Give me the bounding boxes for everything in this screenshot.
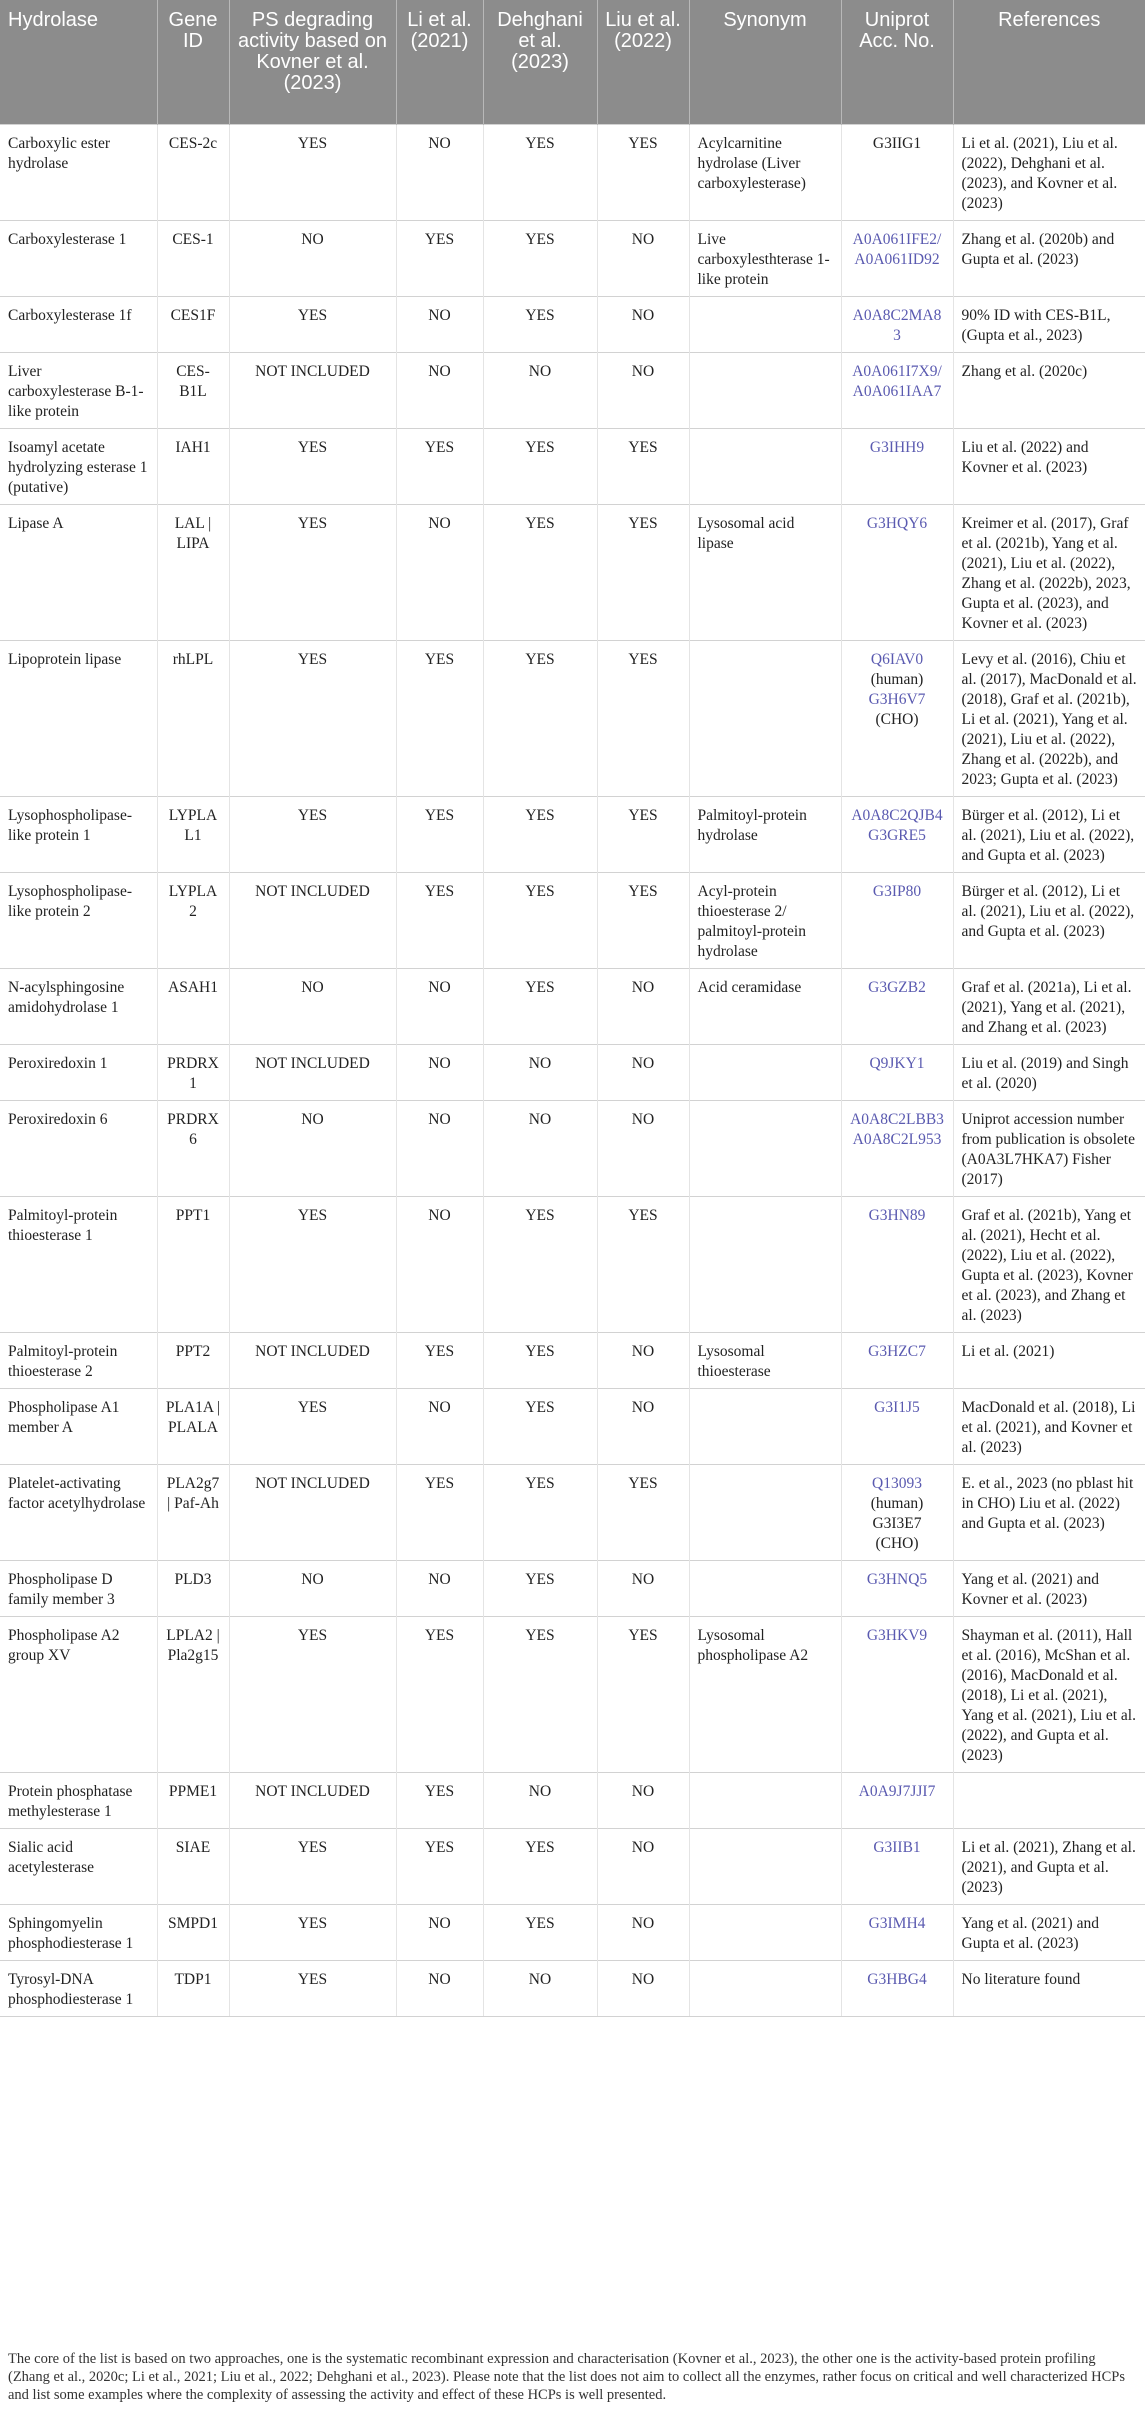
cell-li-2021: NO <box>396 1560 483 1616</box>
header-liu-2022: Liu et al. (2022) <box>597 0 689 124</box>
cell-gene-id: PLA1A | PLALA <box>157 1388 229 1464</box>
cell-synonym <box>689 428 841 504</box>
cell-li-2021: NO <box>396 1044 483 1100</box>
header-synonym: Synonym <box>689 0 841 124</box>
cell-liu-2022: YES <box>597 1616 689 1772</box>
cell-synonym <box>689 1044 841 1100</box>
cell-synonym <box>689 1196 841 1332</box>
cell-dehghani-2023: YES <box>483 1464 597 1560</box>
uniprot-note: (CHO) <box>875 710 919 728</box>
cell-liu-2022: NO <box>597 352 689 428</box>
cell-gene-id: PPT2 <box>157 1332 229 1388</box>
table-row <box>0 1044 1145 1100</box>
cell-ps-activity: NO <box>229 1100 396 1196</box>
cell-li-2021: YES <box>396 1464 483 1560</box>
cell-hydrolase: Phospholipase D family member 3 <box>0 1560 157 1616</box>
uniprot-link[interactable]: A0A8C2MA83 <box>852 306 942 344</box>
cell-liu-2022: YES <box>597 428 689 504</box>
cell-dehghani-2023: YES <box>483 872 597 968</box>
table-body <box>0 124 1145 2016</box>
cell-ps-activity: NO <box>229 968 396 1044</box>
cell-references: Yang et al. (2021) and Kovner et al. (2023) <box>953 1560 1145 1616</box>
cell-references: Yang et al. (2021) and Gupta et al. (2023) <box>953 1904 1145 1960</box>
cell-li-2021: YES <box>396 428 483 504</box>
cell-hydrolase: Sialic acid acetylesterase <box>0 1828 157 1904</box>
cell-hydrolase: Lipoprotein lipase <box>0 640 157 796</box>
uniprot-link[interactable]: G3HKV9 <box>866 1626 928 1644</box>
cell-liu-2022: YES <box>597 1196 689 1332</box>
cell-hydrolase: Peroxiredoxin 1 <box>0 1044 157 1100</box>
uniprot-note: (human) <box>870 670 924 688</box>
cell-uniprot <box>841 1100 953 1196</box>
cell-ps-activity: YES <box>229 1828 396 1904</box>
cell-ps-activity: YES <box>229 1616 396 1772</box>
cell-uniprot <box>841 1388 953 1464</box>
uniprot-link[interactable]: A0A061IFE2/ <box>852 230 942 248</box>
table-row <box>0 1904 1145 1960</box>
cell-dehghani-2023: YES <box>483 1332 597 1388</box>
cell-references: Uniprot accession number from publication is obsolete (A0A3L7HKA7) Fisher (2017) <box>953 1100 1145 1196</box>
cell-synonym <box>689 640 841 796</box>
cell-synonym: Lysosomal acid lipase <box>689 504 841 640</box>
cell-hydrolase: N-acylsphingosine amidohydrolase 1 <box>0 968 157 1044</box>
cell-dehghani-2023: YES <box>483 1196 597 1332</box>
cell-references: Li et al. (2021) <box>953 1332 1145 1388</box>
cell-hydrolase: Platelet-activating factor acetylhydrolase <box>0 1464 157 1560</box>
cell-gene-id: IAH1 <box>157 428 229 504</box>
cell-liu-2022: NO <box>597 1100 689 1196</box>
cell-uniprot <box>841 296 953 352</box>
table-row <box>0 1332 1145 1388</box>
cell-synonym: Lysosomal phospholipase A2 <box>689 1616 841 1772</box>
cell-references: 90% ID with CES-B1L, (Gupta et al., 2023) <box>953 296 1145 352</box>
uniprot-link[interactable]: Q6IAV0 <box>870 650 924 668</box>
uniprot-link[interactable]: G3IHH9 <box>869 438 925 456</box>
cell-hydrolase: Palmitoyl-protein thioesterase 2 <box>0 1332 157 1388</box>
cell-dehghani-2023: YES <box>483 428 597 504</box>
cell-references: Graf et al. (2021a), Li et al. (2021), Yang et al. (2021), and Zhang et al. (2023) <box>953 968 1145 1044</box>
cell-liu-2022: YES <box>597 124 689 220</box>
cell-hydrolase: Palmitoyl-protein thioesterase 1 <box>0 1196 157 1332</box>
cell-hydrolase: Carboxylic ester hydrolase <box>0 124 157 220</box>
cell-references: E. et al., 2023 (no pblast hit in CHO) Liu et al. (2022) and Gupta et al. (2023) <box>953 1464 1145 1560</box>
cell-gene-id: CES-1 <box>157 220 229 296</box>
uniprot-link[interactable]: G3HN89 <box>868 1206 926 1224</box>
cell-dehghani-2023: YES <box>483 504 597 640</box>
cell-synonym <box>689 296 841 352</box>
cell-gene-id: ASAH1 <box>157 968 229 1044</box>
uniprot-link[interactable]: G3IIB1 <box>873 1838 921 1856</box>
cell-liu-2022: NO <box>597 1772 689 1828</box>
cell-li-2021: YES <box>396 1616 483 1772</box>
cell-uniprot <box>841 872 953 968</box>
cell-liu-2022: NO <box>597 220 689 296</box>
cell-gene-id: LYPLAL1 <box>157 796 229 872</box>
cell-li-2021: NO <box>396 296 483 352</box>
cell-li-2021: NO <box>396 1196 483 1332</box>
uniprot-note: G3IIG1 <box>872 134 922 152</box>
cell-ps-activity: NOT INCLUDED <box>229 1332 396 1388</box>
uniprot-link[interactable]: A0A8C2QJB4 <box>851 806 943 824</box>
cell-uniprot <box>841 796 953 872</box>
cell-hydrolase: Phospholipase A1 member A <box>0 1388 157 1464</box>
table-row <box>0 1960 1145 2016</box>
header-gene-id: Gene ID <box>157 0 229 124</box>
table-row <box>0 220 1145 296</box>
cell-liu-2022: NO <box>597 1560 689 1616</box>
cell-ps-activity: YES <box>229 504 396 640</box>
cell-li-2021: YES <box>396 640 483 796</box>
uniprot-link[interactable]: A0A061IAA7 <box>852 382 942 400</box>
cell-liu-2022: NO <box>597 1904 689 1960</box>
cell-hydrolase: Isoamyl acetate hydrolyzing esterase 1 (putative) <box>0 428 157 504</box>
cell-synonym <box>689 1904 841 1960</box>
header-li-2021: Li et al. (2021) <box>396 0 483 124</box>
cell-synonym: Live carboxylesthterase 1-like protein <box>689 220 841 296</box>
cell-ps-activity: YES <box>229 1960 396 2016</box>
cell-dehghani-2023: NO <box>483 1044 597 1100</box>
uniprot-note: (human) <box>870 1494 924 1512</box>
cell-references: Bürger et al. (2012), Li et al. (2021), Liu et al. (2022), and Gupta et al. (2023) <box>953 872 1145 968</box>
cell-uniprot <box>841 504 953 640</box>
cell-synonym <box>689 1960 841 2016</box>
cell-uniprot <box>841 1960 953 2016</box>
uniprot-link[interactable]: G3HNQ5 <box>866 1570 928 1588</box>
cell-liu-2022: YES <box>597 872 689 968</box>
cell-references: Zhang et al. (2020b) and Gupta et al. (2023) <box>953 220 1145 296</box>
cell-li-2021: YES <box>396 872 483 968</box>
cell-references: Bürger et al. (2012), Li et al. (2021), Liu et al. (2022), and Gupta et al. (2023) <box>953 796 1145 872</box>
cell-references: Graf et al. (2021b), Yang et al. (2021), Hecht et al. (2022), Liu et al. (2022), Gupta et al. (2023), Kovner et al. (2023), and Zhang et al. (2023) <box>953 1196 1145 1332</box>
cell-li-2021: NO <box>396 504 483 640</box>
cell-synonym <box>689 1828 841 1904</box>
uniprot-link[interactable]: G3GZB2 <box>868 978 926 996</box>
cell-ps-activity: YES <box>229 1196 396 1332</box>
table-row <box>0 968 1145 1044</box>
cell-li-2021: NO <box>396 1388 483 1464</box>
cell-uniprot <box>841 1904 953 1960</box>
cell-gene-id: SIAE <box>157 1828 229 1904</box>
cell-ps-activity: YES <box>229 124 396 220</box>
cell-ps-activity: YES <box>229 640 396 796</box>
uniprot-link[interactable]: A0A8C2LBB3 <box>850 1110 944 1128</box>
cell-dehghani-2023: YES <box>483 1904 597 1960</box>
cell-dehghani-2023: YES <box>483 124 597 220</box>
cell-gene-id: SMPD1 <box>157 1904 229 1960</box>
uniprot-link[interactable]: A0A8C2L953 <box>852 1130 942 1148</box>
cell-ps-activity: NOT INCLUDED <box>229 1044 396 1100</box>
uniprot-link[interactable]: G3HQY6 <box>866 514 928 532</box>
uniprot-link[interactable]: G3GRE5 <box>868 826 926 844</box>
cell-references: Liu et al. (2019) and Singh et al. (2020) <box>953 1044 1145 1100</box>
cell-ps-activity: YES <box>229 296 396 352</box>
cell-dehghani-2023: YES <box>483 796 597 872</box>
cell-gene-id: PRDRX1 <box>157 1044 229 1100</box>
header-uniprot: Uniprot Acc. No. <box>841 0 953 124</box>
cell-hydrolase: Carboxylesterase 1f <box>0 296 157 352</box>
cell-ps-activity: NO <box>229 1560 396 1616</box>
cell-li-2021: NO <box>396 124 483 220</box>
cell-li-2021: NO <box>396 1960 483 2016</box>
cell-dehghani-2023: YES <box>483 1388 597 1464</box>
cell-hydrolase: Lipase A <box>0 504 157 640</box>
cell-li-2021: NO <box>396 1904 483 1960</box>
uniprot-link[interactable]: A0A061ID92 <box>854 250 940 268</box>
cell-references: Kreimer et al. (2017), Graf et al. (2021b), Yang et al. (2021), Liu et al. (2022), Zhang et al. (2022b), 2023, Gupta et al. (2023), and Kovner et al. (2023) <box>953 504 1145 640</box>
table-row <box>0 296 1145 352</box>
cell-gene-id: PLD3 <box>157 1560 229 1616</box>
cell-ps-activity: YES <box>229 1388 396 1464</box>
cell-li-2021: NO <box>396 968 483 1044</box>
cell-liu-2022: YES <box>597 796 689 872</box>
cell-hydrolase: Sphingomyelin phosphodiesterase 1 <box>0 1904 157 1960</box>
uniprot-link[interactable]: G3IP80 <box>872 882 922 900</box>
uniprot-link[interactable]: Q9JKY1 <box>869 1054 925 1072</box>
cell-references <box>953 1772 1145 1828</box>
table-row <box>0 1100 1145 1196</box>
cell-uniprot <box>841 640 953 796</box>
cell-gene-id: rhLPL <box>157 640 229 796</box>
table-row <box>0 504 1145 640</box>
cell-ps-activity: NOT INCLUDED <box>229 872 396 968</box>
cell-uniprot <box>841 1772 953 1828</box>
uniprot-link[interactable]: G3HBG4 <box>867 1970 927 1988</box>
cell-dehghani-2023: YES <box>483 1616 597 1772</box>
cell-liu-2022: NO <box>597 1828 689 1904</box>
cell-liu-2022: NO <box>597 968 689 1044</box>
cell-synonym <box>689 1464 841 1560</box>
cell-hydrolase: Liver carboxylesterase B-1-like protein <box>0 352 157 428</box>
cell-ps-activity: NOT INCLUDED <box>229 352 396 428</box>
cell-uniprot <box>841 1616 953 1772</box>
cell-synonym: Palmitoyl-protein hydrolase <box>689 796 841 872</box>
cell-gene-id: TDP1 <box>157 1960 229 2016</box>
cell-dehghani-2023: YES <box>483 220 597 296</box>
cell-li-2021: NO <box>396 1100 483 1196</box>
cell-uniprot <box>841 1560 953 1616</box>
cell-dehghani-2023: YES <box>483 296 597 352</box>
uniprot-note: G3I3E7 (CHO) <box>872 1514 922 1552</box>
cell-synonym <box>689 1100 841 1196</box>
cell-uniprot <box>841 352 953 428</box>
cell-gene-id: PPME1 <box>157 1772 229 1828</box>
cell-hydrolase: Carboxylesterase 1 <box>0 220 157 296</box>
cell-references: Li et al. (2021), Zhang et al. (2021), and Gupta et al. (2023) <box>953 1828 1145 1904</box>
table-row <box>0 1388 1145 1464</box>
table-row <box>0 1196 1145 1332</box>
cell-dehghani-2023: NO <box>483 1772 597 1828</box>
uniprot-link[interactable]: A0A061I7X9/ <box>852 362 942 380</box>
cell-uniprot <box>841 1196 953 1332</box>
cell-synonym: Acylcarnitine hydrolase (Liver carboxylesterase) <box>689 124 841 220</box>
cell-uniprot <box>841 1828 953 1904</box>
cell-uniprot <box>841 428 953 504</box>
cell-gene-id: CES-2c <box>157 124 229 220</box>
cell-dehghani-2023: YES <box>483 640 597 796</box>
cell-synonym <box>689 1772 841 1828</box>
cell-synonym <box>689 1388 841 1464</box>
uniprot-link[interactable]: G3HZC7 <box>868 1342 926 1360</box>
cell-gene-id: CES1F <box>157 296 229 352</box>
cell-liu-2022: NO <box>597 1044 689 1100</box>
cell-ps-activity: NOT INCLUDED <box>229 1772 396 1828</box>
cell-uniprot <box>841 124 953 220</box>
cell-synonym <box>689 352 841 428</box>
table-row <box>0 352 1145 428</box>
cell-ps-activity: YES <box>229 1904 396 1960</box>
cell-liu-2022: NO <box>597 1388 689 1464</box>
cell-hydrolase: Protein phosphatase methylesterase 1 <box>0 1772 157 1828</box>
cell-ps-activity: NO <box>229 220 396 296</box>
cell-hydrolase: Tyrosyl-DNA phosphodiesterase 1 <box>0 1960 157 2016</box>
cell-uniprot <box>841 220 953 296</box>
uniprot-link[interactable]: G3IMH4 <box>868 1914 926 1932</box>
cell-li-2021: YES <box>396 220 483 296</box>
cell-references: Shayman et al. (2011), Hall et al. (2016), McShan et al. (2016), MacDonald et al. (2018), Li et al. (2021), Yang et al. (2021), Liu et al. (2022), and Gupta et al. (2023) <box>953 1616 1145 1772</box>
uniprot-link[interactable]: Q13093 <box>872 1474 922 1492</box>
table-row <box>0 872 1145 968</box>
cell-dehghani-2023: YES <box>483 1828 597 1904</box>
table-row <box>0 1828 1145 1904</box>
cell-gene-id: PPT1 <box>157 1196 229 1332</box>
cell-gene-id: PRDRX6 <box>157 1100 229 1196</box>
table-row <box>0 1464 1145 1560</box>
cell-references: Liu et al. (2022) and Kovner et al. (2023) <box>953 428 1145 504</box>
uniprot-link[interactable]: G3H6V7 <box>868 690 926 708</box>
cell-uniprot <box>841 1464 953 1560</box>
table-row <box>0 1772 1145 1828</box>
cell-uniprot <box>841 1044 953 1100</box>
cell-references: Li et al. (2021), Liu et al. (2022), Dehghani et al. (2023), and Kovner et al. (2023) <box>953 124 1145 220</box>
cell-gene-id: LPLA2 | Pla2g15 <box>157 1616 229 1772</box>
cell-liu-2022: YES <box>597 1464 689 1560</box>
cell-dehghani-2023: NO <box>483 1960 597 2016</box>
cell-uniprot <box>841 1332 953 1388</box>
table-row <box>0 1560 1145 1616</box>
header-dehghani-2023: Dehghani et al. (2023) <box>483 0 597 124</box>
cell-hydrolase: Lysophospholipase-like protein 2 <box>0 872 157 968</box>
cell-ps-activity: YES <box>229 796 396 872</box>
cell-ps-activity: YES <box>229 428 396 504</box>
cell-dehghani-2023: NO <box>483 1100 597 1196</box>
cell-dehghani-2023: YES <box>483 968 597 1044</box>
cell-synonym: Acyl-protein thioesterase 2/ palmitoyl-protein hydrolase <box>689 872 841 968</box>
cell-li-2021: YES <box>396 1772 483 1828</box>
table-row <box>0 428 1145 504</box>
cell-li-2021: NO <box>396 352 483 428</box>
cell-dehghani-2023: YES <box>483 1560 597 1616</box>
cell-uniprot <box>841 968 953 1044</box>
cell-gene-id: PLA2g7 | Paf-Ah <box>157 1464 229 1560</box>
header-ps-degrading: PS degrading activity based on Kovner et al. (2023) <box>229 0 396 124</box>
cell-references: MacDonald et al. (2018), Li et al. (2021), and Kovner et al. (2023) <box>953 1388 1145 1464</box>
cell-hydrolase: Phospholipase A2 group XV <box>0 1616 157 1772</box>
cell-references: No literature found <box>953 1960 1145 2016</box>
header-references: References <box>953 0 1145 124</box>
cell-dehghani-2023: NO <box>483 352 597 428</box>
cell-ps-activity: NOT INCLUDED <box>229 1464 396 1560</box>
cell-liu-2022: YES <box>597 504 689 640</box>
header-row <box>0 0 1145 124</box>
cell-liu-2022: NO <box>597 1960 689 2016</box>
cell-synonym <box>689 1560 841 1616</box>
cell-synonym: Lysosomal thioesterase <box>689 1332 841 1388</box>
cell-gene-id: LAL | LIPA <box>157 504 229 640</box>
table-row <box>0 124 1145 220</box>
cell-gene-id: CES-B1L <box>157 352 229 428</box>
cell-liu-2022: NO <box>597 1332 689 1388</box>
table-row <box>0 796 1145 872</box>
cell-gene-id: LYPLA2 <box>157 872 229 968</box>
cell-liu-2022: NO <box>597 296 689 352</box>
cell-li-2021: YES <box>396 1332 483 1388</box>
cell-li-2021: YES <box>396 796 483 872</box>
table-row <box>0 1616 1145 1772</box>
cell-hydrolase: Lysophospholipase-like protein 1 <box>0 796 157 872</box>
header-hydrolase: Hydrolase <box>0 0 157 124</box>
cell-references: Levy et al. (2016), Chiu et al. (2017), MacDonald et al. (2018), Graf et al. (2021b), Li et al. (2021), Yang et al. (2021), Liu et al. (2022), Zhang et al. (2022b), and 2023; Gupta et al. (2023) <box>953 640 1145 796</box>
table-row <box>0 640 1145 796</box>
uniprot-link[interactable]: A0A9J7JJI7 <box>858 1782 936 1800</box>
uniprot-link[interactable]: G3I1J5 <box>874 1398 920 1416</box>
cell-li-2021: YES <box>396 1828 483 1904</box>
cell-liu-2022: YES <box>597 640 689 796</box>
cell-hydrolase: Peroxiredoxin 6 <box>0 1100 157 1196</box>
cell-references: Zhang et al. (2020c) <box>953 352 1145 428</box>
cell-synonym: Acid ceramidase <box>689 968 841 1044</box>
table-footnote: The core of the list is based on two approaches, one is the systematic recombinant expression and characterisation (Kovner et al., 2023), the other one is the activity-based protein profiling (Zhang et al., 2020c; Li et al., 2021; Liu et al., 2022; Dehghani et al., 2023). Please note that the list does not aim to collect all the enzymes, rather focus on critical and well characterized HCPs and list some examples where the complexity of assessing the activity and effect of these HCPs is well presented. <box>8 2351 1125 2403</box>
